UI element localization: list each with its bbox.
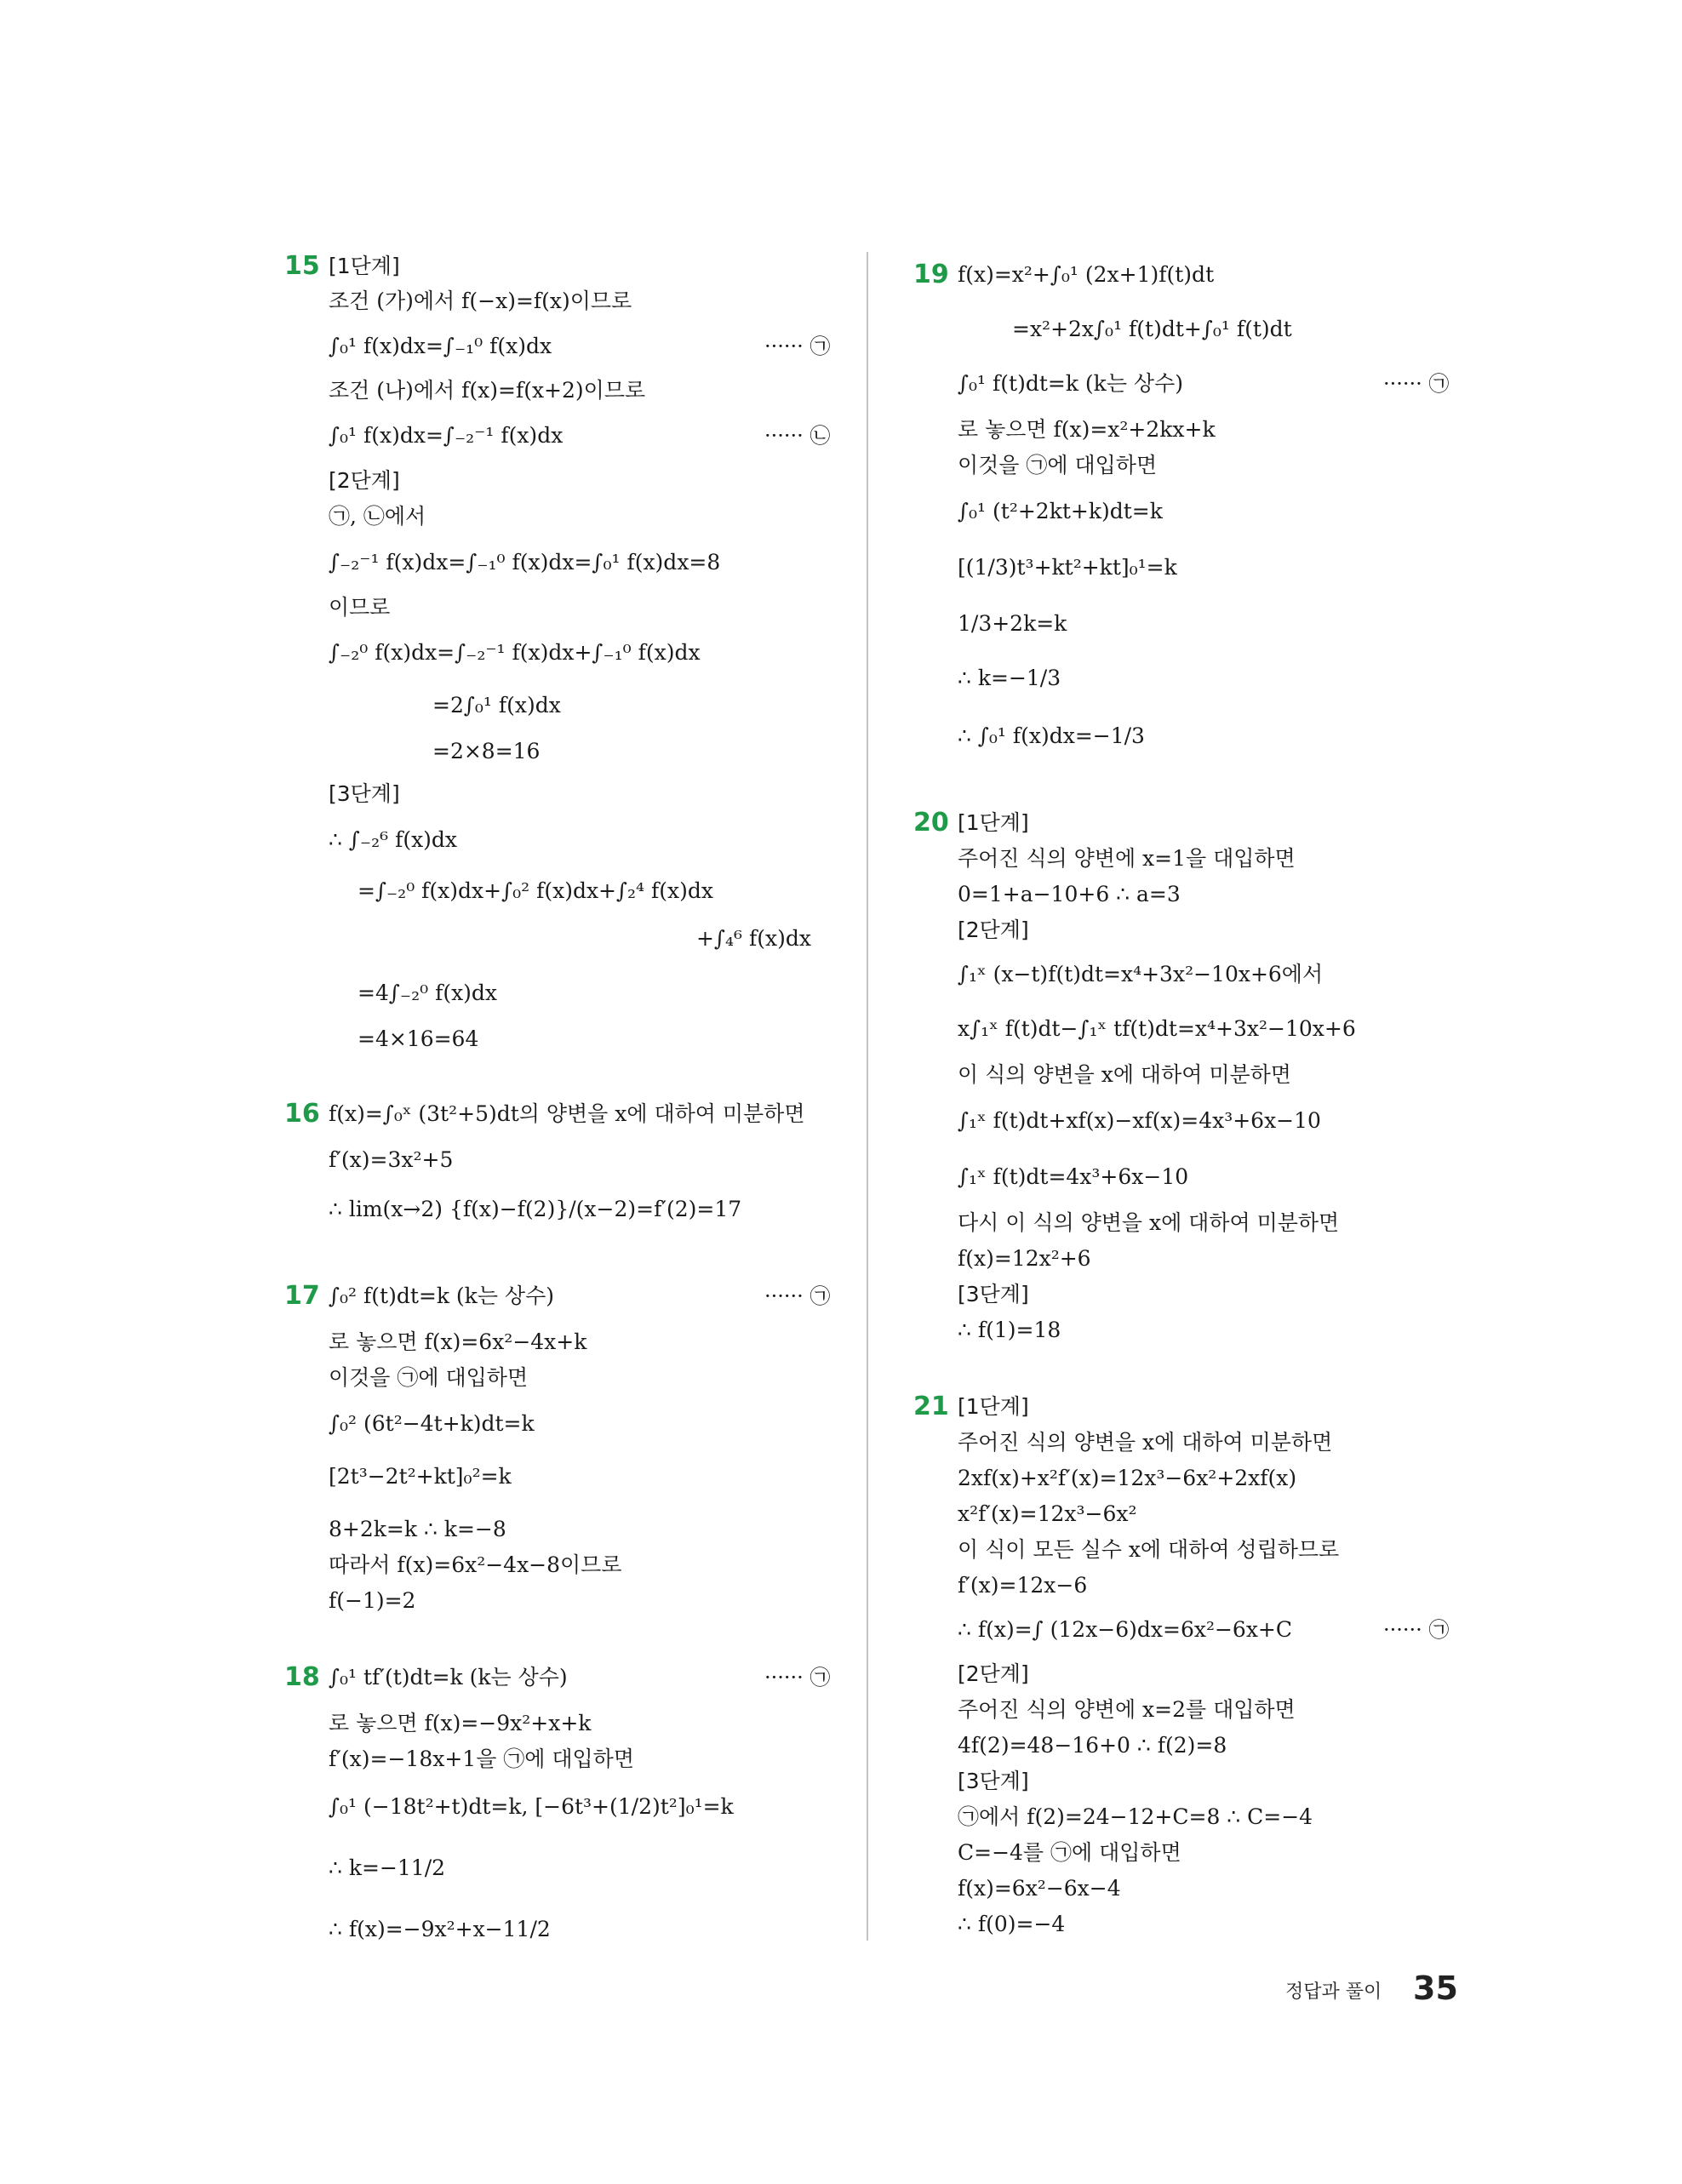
equation-line: f(−1)=2 <box>329 1588 416 1613</box>
equation-mark-1: ······ ㉠ <box>1383 1618 1450 1642</box>
equation-line: f′(x)=12x−6 <box>958 1573 1088 1598</box>
equation-line: f(x)=x²+∫₀¹ (2x+1)f(t)dt <box>958 262 1215 287</box>
step-label: [3단계] <box>329 781 400 806</box>
equation-line: =4×16=64 <box>358 1026 479 1051</box>
equation-line: f(x)=12x²+6 <box>958 1246 1091 1271</box>
equation-line: 2xf(x)+x²f′(x)=12x³−6x²+2xf(x) <box>958 1466 1297 1490</box>
equation-mark-1: ······ ㉠ <box>764 334 831 358</box>
solution-line: 로 놓으면 f(x)=x²+2kx+k <box>958 417 1216 442</box>
equation-line: 0=1+a−10+6 ∴ a=3 <box>958 882 1181 906</box>
equation-line: ∴ k=−11/2 <box>329 1855 446 1880</box>
equation-line: =2×8=16 <box>432 739 541 763</box>
equation-line: ∴ f(x)=∫ (12x−6)dx=6x²−6x+C <box>958 1617 1293 1642</box>
problem-number-15: 15 <box>284 251 320 281</box>
equation-line: ∫₀¹ f(x)dx=∫₋₂⁻¹ f(x)dx <box>329 423 564 448</box>
solution-line: 주어진 식의 양변에 x=2를 대입하면 <box>958 1697 1296 1722</box>
step-label: [2단계] <box>958 918 1029 942</box>
problem-number-16: 16 <box>284 1099 320 1129</box>
equation-line: 8+2k=k ∴ k=−8 <box>329 1517 506 1541</box>
equation-line: 1/3+2k=k <box>958 611 1067 636</box>
equation-line: ∴ f(x)=−9x²+x−11/2 <box>329 1917 551 1941</box>
equation-line: [2t³−2t²+kt]₀²=k <box>329 1464 512 1489</box>
equation-line: ∫₀¹ f(t)dt=k (k는 상수) <box>958 371 1183 396</box>
step-label: [2단계] <box>329 468 400 493</box>
equation-line: f′(x)=3x²+5 <box>329 1147 454 1172</box>
equation-line: [(1/3)t³+kt²+kt]₀¹=k <box>958 555 1177 580</box>
equation-line: ∫₋₂⁰ f(x)dx=∫₋₂⁻¹ f(x)dx+∫₋₁⁰ f(x)dx <box>329 640 701 665</box>
solution-line: ㉠, ㉡에서 <box>329 504 426 529</box>
equation-line: ∫₀¹ (−18t²+t)dt=k, [−6t³+(1/2)t²]₀¹=k <box>329 1794 734 1819</box>
problem-number-18: 18 <box>284 1662 320 1692</box>
column-divider <box>867 252 868 1941</box>
solution-line: 로 놓으면 f(x)=6x²−4x+k <box>329 1329 587 1354</box>
equation-line: ㉠에서 f(2)=24−12+C=8 ∴ C=−4 <box>958 1804 1313 1829</box>
solution-line: 이 식의 양변을 x에 대하여 미분하면 <box>958 1062 1291 1087</box>
equation-line: ∴ ∫₀¹ f(x)dx=−1/3 <box>958 723 1145 748</box>
solution-line: 이 식이 모든 실수 x에 대하여 성립하므로 <box>958 1537 1340 1562</box>
solution-line: 주어진 식의 양변을 x에 대하여 미분하면 <box>958 1430 1333 1455</box>
problem-number-17: 17 <box>284 1281 320 1311</box>
equation-line: =∫₋₂⁰ f(x)dx+∫₀² f(x)dx+∫₂⁴ f(x)dx <box>358 878 713 903</box>
solution-line: 조건 (나)에서 f(x)=f(x+2)이므로 <box>329 378 646 403</box>
equation-line: f(x)=∫₀ˣ (3t²+5)dt의 양변을 x에 대하여 미분하면 <box>329 1101 805 1126</box>
equation-line: ∫₀¹ tf′(t)dt=k (k는 상수) <box>329 1665 568 1689</box>
equation-line: 4f(2)=48−16+0 ∴ f(2)=8 <box>958 1733 1227 1758</box>
step-label: [3단계] <box>958 1769 1029 1793</box>
equation-line: ∴ f(1)=18 <box>958 1318 1061 1342</box>
footer-label: 정답과 풀이 <box>1285 1981 1382 2003</box>
equation-line: ∫₋₂⁻¹ f(x)dx=∫₋₁⁰ f(x)dx=∫₀¹ f(x)dx=8 <box>329 550 721 575</box>
equation-line: ∴ k=−1/3 <box>958 666 1061 690</box>
solution-line: 조건 (가)에서 f(−x)=f(x)이므로 <box>329 289 632 313</box>
equation-line: ∫₁ˣ (x−t)f(t)dt=x⁴+3x²−10x+6에서 <box>958 962 1324 986</box>
step-label: [2단계] <box>958 1661 1029 1686</box>
problem-number-19: 19 <box>913 260 949 289</box>
step-label: [1단계] <box>958 810 1029 835</box>
equation-mark-1: ······ ㉠ <box>764 1666 831 1689</box>
step-label: [1단계] <box>958 1394 1029 1419</box>
page-number: 35 <box>1413 1970 1458 2007</box>
equation-line: ∴ f(0)=−4 <box>958 1912 1066 1936</box>
problem-number-21: 21 <box>913 1392 949 1421</box>
equation-line: =x²+2x∫₀¹ f(t)dt+∫₀¹ f(t)dt <box>1012 317 1292 341</box>
equation-line: ∴ lim(x→2) {f(x)−f(2)}/(x−2)=f′(2)=17 <box>329 1197 742 1221</box>
equation-line: ∫₀² (6t²−4t+k)dt=k <box>329 1411 535 1436</box>
equation-line: =2∫₀¹ f(x)dx <box>432 693 561 718</box>
equation-line: x²f′(x)=12x³−6x² <box>958 1501 1137 1526</box>
equation-line: f(x)=6x²−6x−4 <box>958 1876 1121 1901</box>
equation-mark-2: ······ ㉡ <box>764 424 831 448</box>
equation-line: ∴ ∫₋₂⁶ f(x)dx <box>329 827 458 852</box>
equation-line: ∫₁ˣ f(t)dt+xf(x)−xf(x)=4x³+6x−10 <box>958 1108 1321 1133</box>
equation-line: +∫₄⁶ f(x)dx <box>696 926 811 951</box>
solution-line: 이므로 <box>329 595 391 620</box>
equation-line: =4∫₋₂⁰ f(x)dx <box>358 981 498 1005</box>
solution-line: 주어진 식의 양변에 x=1을 대입하면 <box>958 846 1296 871</box>
solution-line: 로 놓으면 f(x)=−9x²+x+k <box>329 1711 592 1735</box>
equation-line: ∫₀¹ (t²+2kt+k)dt=k <box>958 499 1163 523</box>
step-label: [1단계] <box>329 254 400 278</box>
equation-line: ∫₀² f(t)dt=k (k는 상수) <box>329 1284 554 1308</box>
equation-mark-1: ······ ㉠ <box>764 1284 831 1308</box>
solution-line: 이것을 ㉠에 대입하면 <box>329 1365 529 1390</box>
solution-line: f′(x)=−18x+1을 ㉠에 대입하면 <box>329 1747 634 1771</box>
equation-line: ∫₀¹ f(x)dx=∫₋₁⁰ f(x)dx <box>329 334 552 358</box>
step-label: [3단계] <box>958 1282 1029 1306</box>
solution-line: C=−4를 ㉠에 대입하면 <box>958 1840 1181 1865</box>
equation-mark-1: ······ ㉠ <box>1383 372 1450 396</box>
solution-line: 이것을 ㉠에 대입하면 <box>958 453 1158 477</box>
equation-line: x∫₁ˣ f(t)dt−∫₁ˣ tf(t)dt=x⁴+3x²−10x+6 <box>958 1016 1356 1041</box>
equation-line: ∫₁ˣ f(t)dt=4x³+6x−10 <box>958 1164 1189 1189</box>
solution-line: 다시 이 식의 양변을 x에 대하여 미분하면 <box>958 1210 1340 1235</box>
problem-number-20: 20 <box>913 808 949 838</box>
solution-line: 따라서 f(x)=6x²−4x−8이므로 <box>329 1552 622 1577</box>
